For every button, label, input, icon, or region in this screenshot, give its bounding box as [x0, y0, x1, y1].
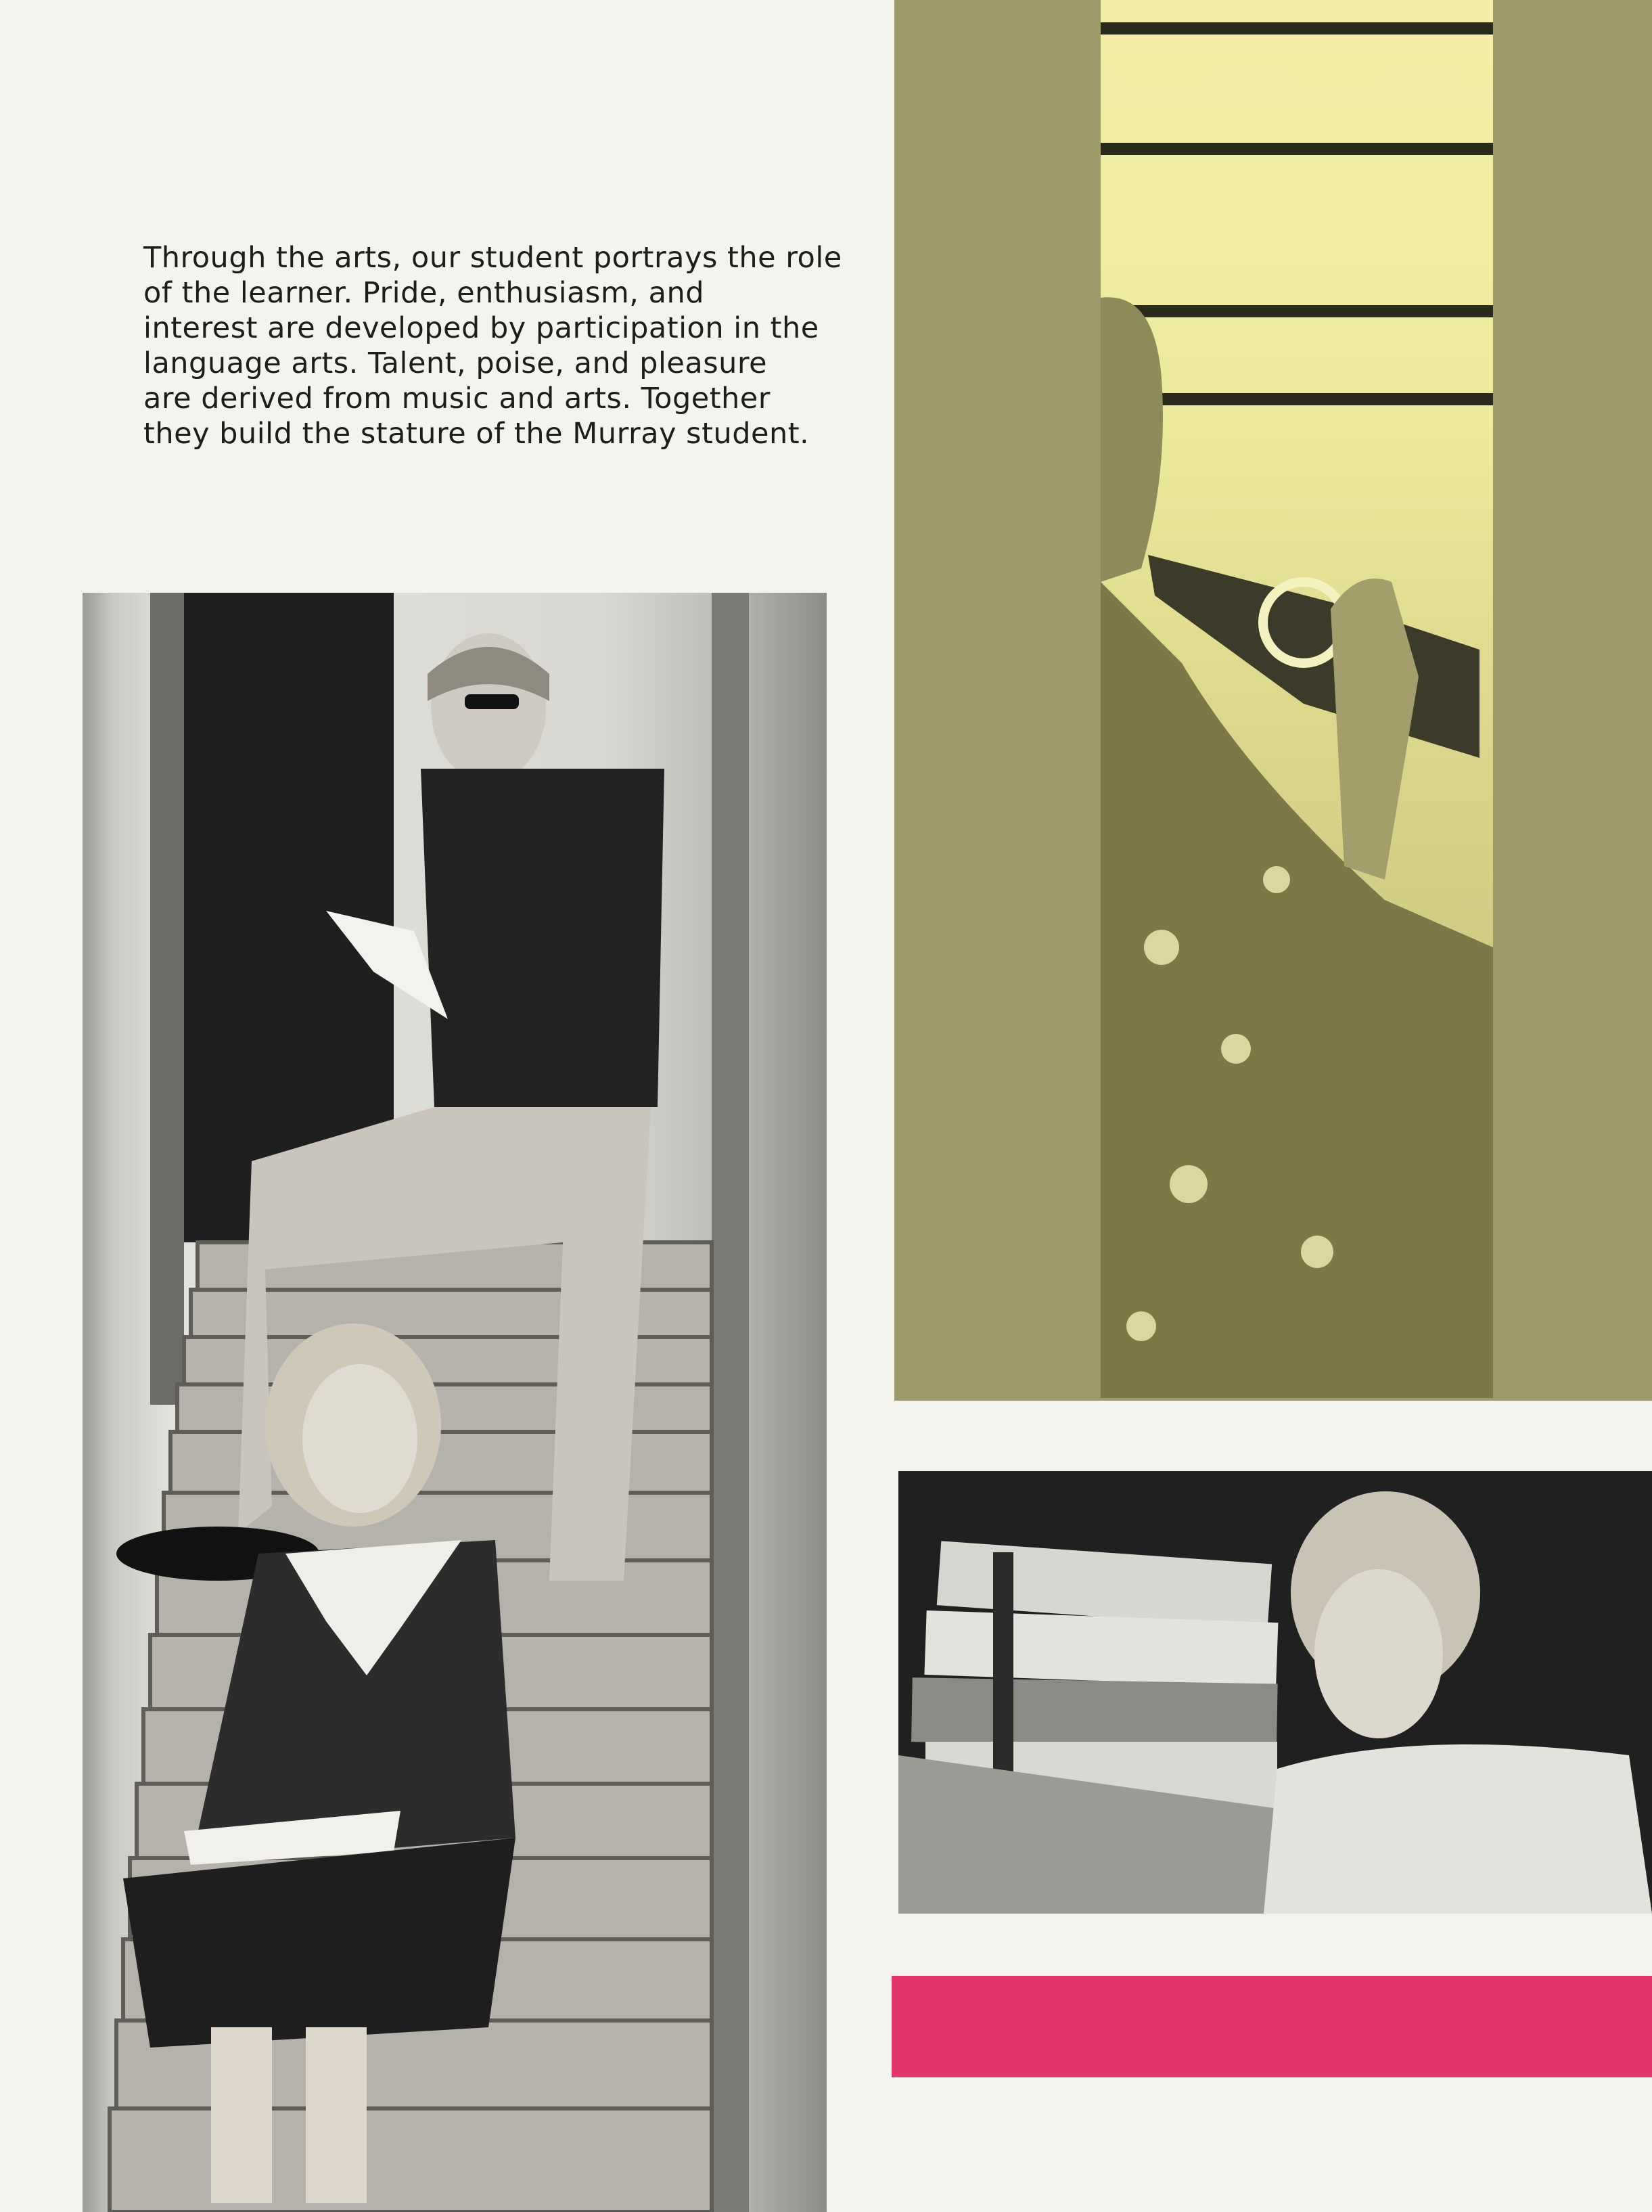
library-illustration: [898, 1471, 1652, 1914]
intro-line: of the learner. Pride, enthusiasm, and: [143, 276, 704, 310]
photo-trumpet-player: [1101, 0, 1493, 1398]
student-blouse: [1264, 1744, 1652, 1914]
girl-face: [302, 1364, 417, 1513]
stairs-illustration: [83, 593, 827, 2212]
intro-line: language arts. Talent, poise, and pleasure: [143, 346, 768, 380]
student-face: [1314, 1569, 1443, 1738]
intro-paragraph: [143, 240, 842, 451]
photo-students-on-stairs: [83, 593, 827, 2212]
wall-pillar: [712, 593, 749, 2212]
photo-library-student: [898, 1471, 1652, 1914]
pink-accent-bar: [892, 1976, 1652, 2077]
intro-line: Through the arts, our student portrays the role: [143, 241, 842, 275]
intro-line: interest are developed by participation in the: [143, 311, 819, 345]
door-frame: [150, 593, 184, 1405]
intro-line: are derived from music and arts. Together: [143, 382, 771, 415]
player-face: [1101, 297, 1163, 582]
intro-line: they build the stature of the Murray student.: [143, 417, 810, 451]
trumpet-illustration: [1101, 0, 1493, 1398]
player-hand: [1331, 579, 1419, 880]
window-bars: [1101, 28, 1493, 399]
boy-sweater: [421, 769, 664, 1107]
